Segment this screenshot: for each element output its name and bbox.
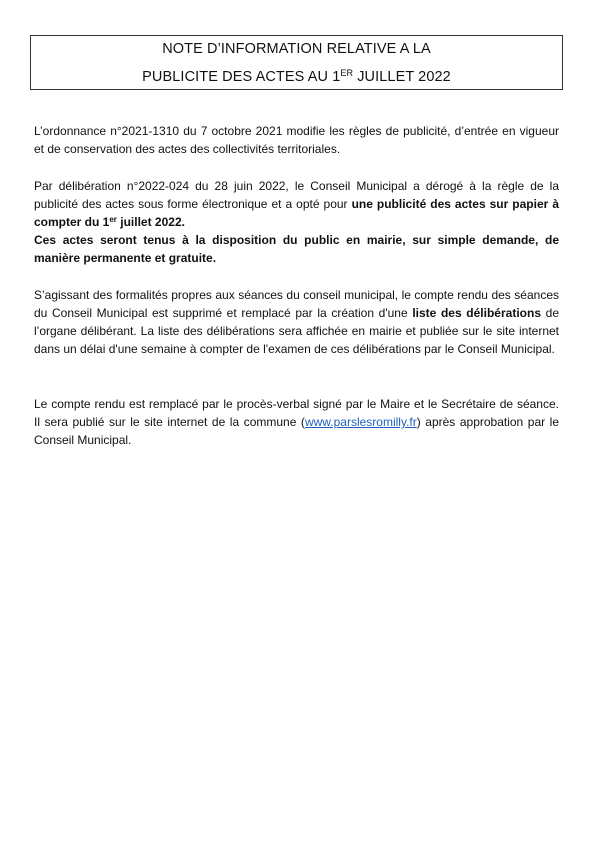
paragraph-2-bold-end: juillet 2022.: [116, 215, 185, 229]
title-line-2-end: JUILLET 2022: [353, 69, 451, 85]
title-line-2: [31, 68, 562, 85]
title-superscript: ER: [340, 68, 354, 78]
paragraph-4-text-start: Le compte rendu est remplacé par le procès-verbal signé par le Maire et le Secrétaire de séance. Il sera publié sur le site internet de la commune (: [34, 397, 559, 429]
paragraph-2-text: Par délibération n°2022-024 du 28 juin 2022, le Conseil Municipal a dérogé à la règle de la publicité des actes sous forme électronique et a opté pour: [34, 179, 559, 211]
title-line-2-text: PUBLICITE DES ACTES AU 1: [142, 69, 341, 85]
paragraph-3-text-end: de l’organe délibérant. La liste des délibérations sera affichée en mairie et publiée sur le site internet dans un délai d'une semaine à compter de l'examen de ces délibérations par le Conseil Municipal.: [34, 306, 559, 356]
paragraph-ordonnance: [34, 122, 559, 158]
title-box: [30, 35, 563, 90]
paragraph-compte-rendu: [34, 395, 559, 449]
paragraph-2-superscript: er: [109, 215, 117, 224]
paragraph-1-text: L’ordonnance n°2021-1310 du 7 octobre 2021 modifie les règles de publicité, d’entrée en vigueur et de conservation des actes des collectivités territoriales.: [34, 124, 559, 156]
paragraph-3-bold: liste des délibérations: [412, 306, 541, 320]
paragraph-3-text-start: S’agissant des formalités propres aux séances du conseil municipal, le compte rendu des séances du Conseil Municipal est supprimé et remplacé par la création d'une: [34, 288, 559, 320]
website-link[interactable]: www.parslesromilly.fr: [304, 415, 417, 429]
paragraph-2-bold-line2: Ces actes seront tenus à la disposition du public en mairie, sur simple demande, de manière permanente et gratuite.: [34, 233, 559, 265]
paragraph-deliberation: [34, 177, 559, 267]
title-line-1: NOTE D’INFORMATION RELATIVE A LA: [162, 41, 431, 57]
paragraph-2-bold-start: une publicité des actes sur papier à compter du 1: [34, 197, 559, 229]
paragraph-4-text-end: ) après approbation par le Conseil Municipal.: [34, 415, 560, 447]
paragraph-formalites: [34, 286, 559, 358]
